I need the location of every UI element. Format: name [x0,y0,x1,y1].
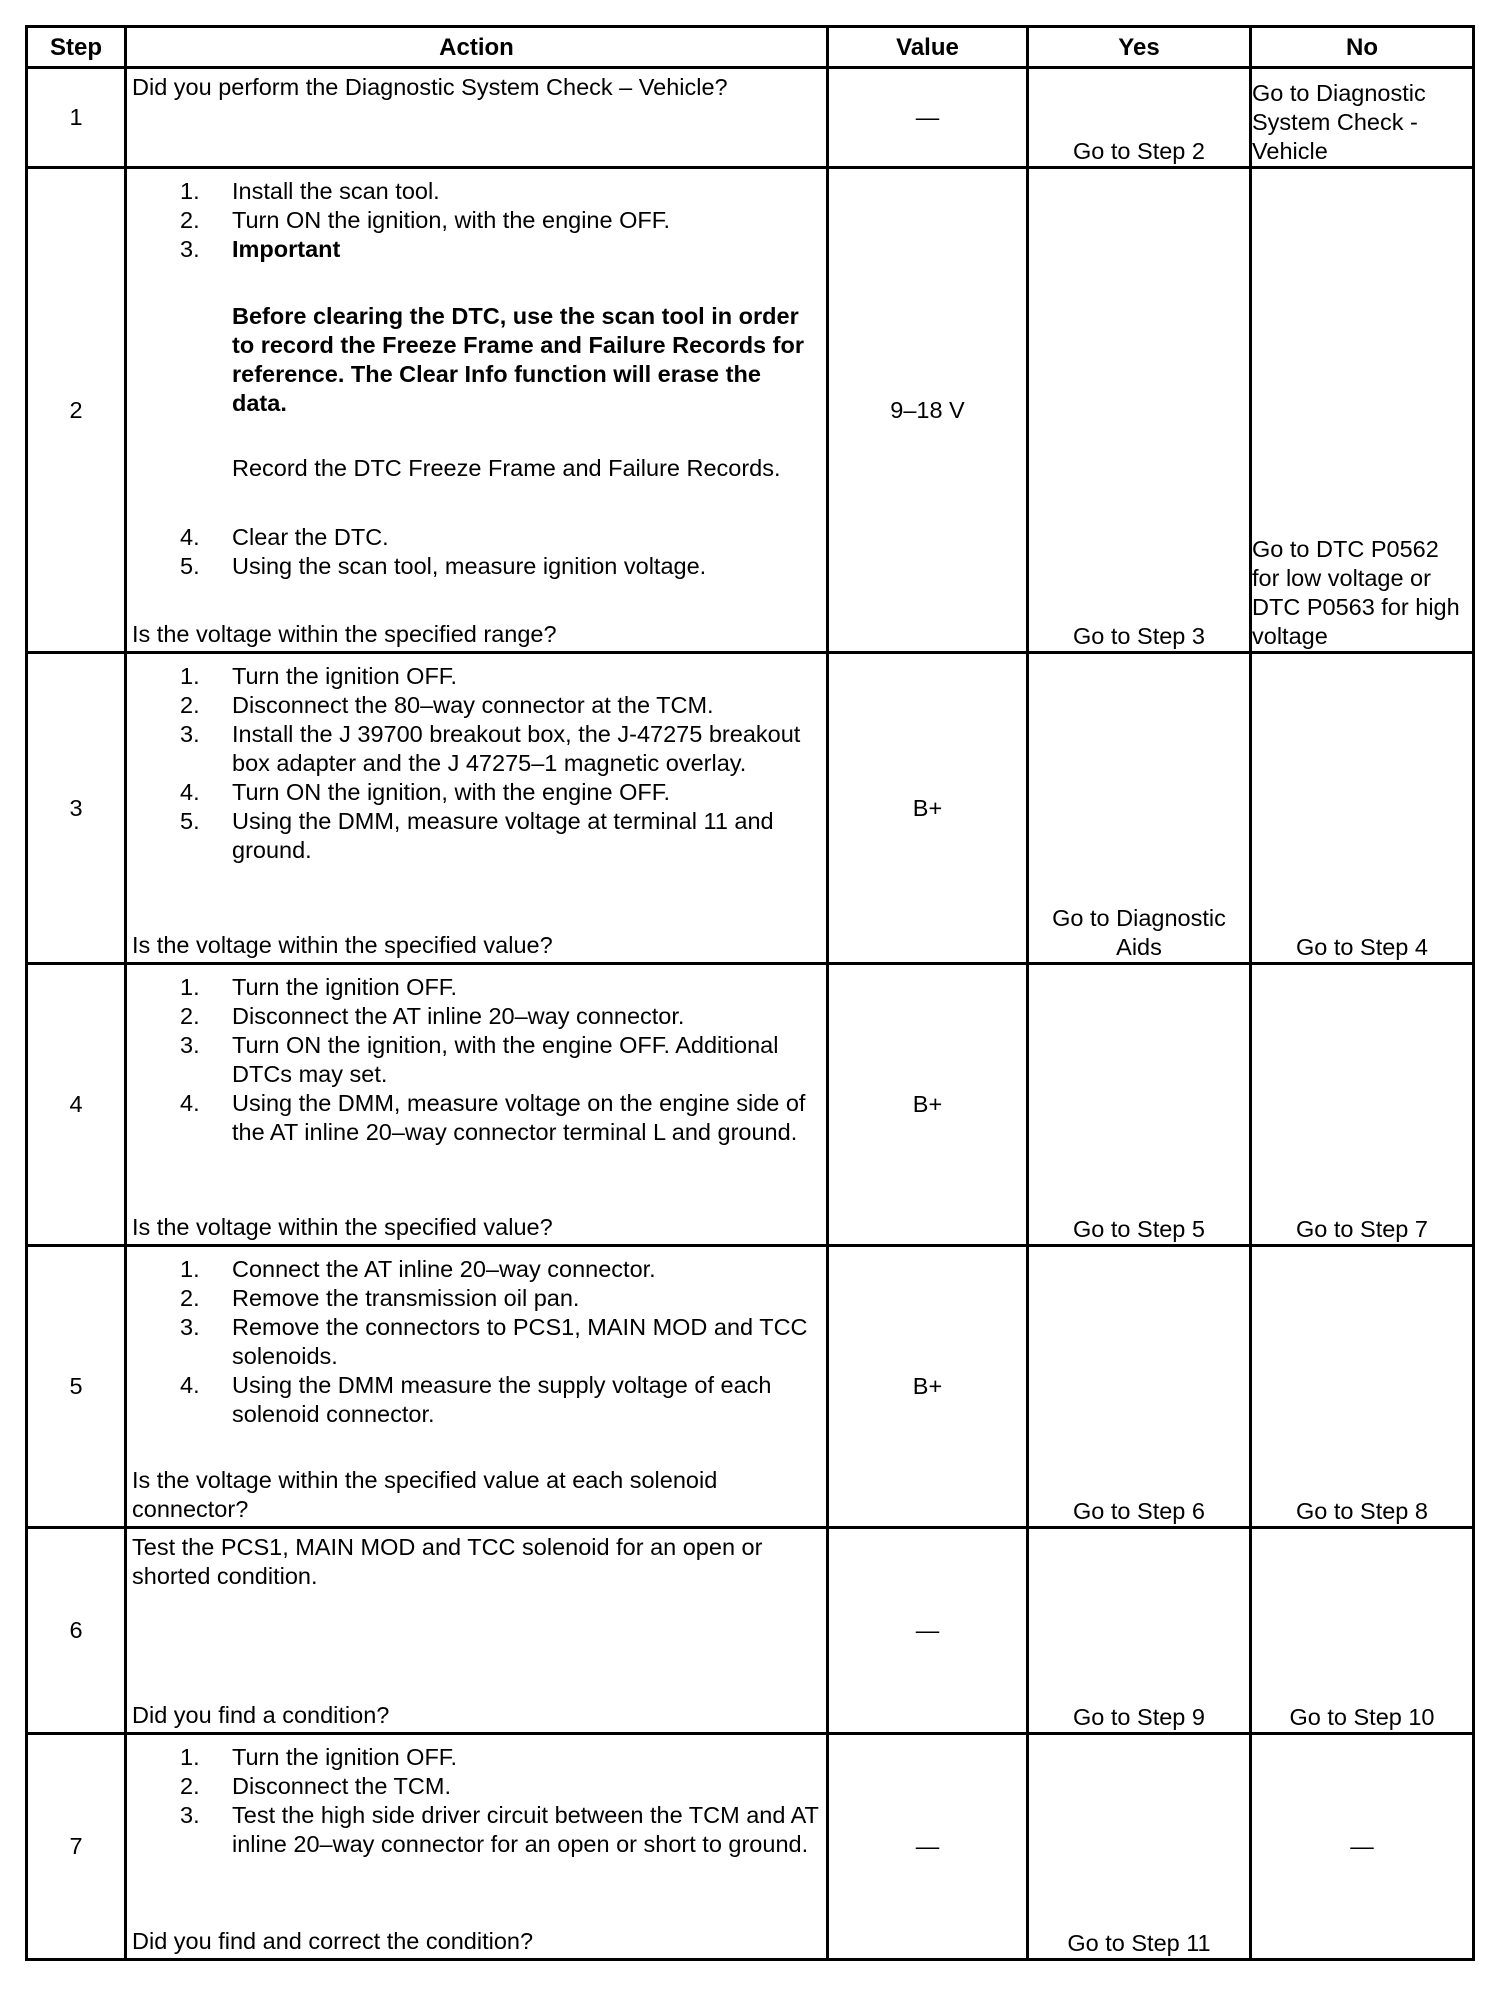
list-item: 2. Remove the transmission oil pan. [180,1285,580,1311]
header-row [27,27,1474,68]
yes-cell: Go to Step 5 [1028,964,1251,1246]
list-item: 4. Turn ON the ignition, with the engine OFF. [180,779,671,805]
table-row [27,1246,1474,1528]
list-item: 2. Disconnect the 80–way connector at the TCM. [180,692,714,718]
action-question: Is the voltage within the specified range? [132,621,557,647]
no-cell: Go to DTC P0562 for low voltage or DTC P0563 for high voltage [1251,168,1474,653]
action-cell [126,1734,828,1960]
table-row [27,653,1474,964]
yes-cell: Go to Diagnostic Aids [1028,653,1251,964]
value-cell: — [828,68,1028,168]
action-steps [132,662,822,865]
list-item: 3. Remove the connectors to PCS1, MAIN MOD and TCC solenoids. [180,1314,808,1369]
action-cell [126,168,828,653]
action-intro: Did you perform the Diagnostic System Check – Vehicle? [132,74,728,100]
step-number: 2 [27,168,126,653]
list-item: 3. Install the J 39700 breakout box, the J-47275 breakout box adapter and the J 47275–1 magnetic overlay. [180,721,801,776]
action-steps [132,973,822,1147]
value-cell: — [828,1734,1028,1960]
no-cell: Go to Diagnostic System Check - Vehicle [1251,68,1474,168]
action-steps [132,1255,822,1429]
table-row [27,168,1474,653]
step-number: 3 [27,653,126,964]
value-cell: B+ [828,964,1028,1246]
list-item: 2. Disconnect the AT inline 20–way connector. [180,1003,685,1029]
yes-cell: Go to Step 3 [1028,168,1251,653]
action-cell [126,653,828,964]
value-cell: — [828,1528,1028,1734]
list-item: 2. Turn ON the ignition, with the engine OFF. [180,207,671,233]
step-number: 7 [27,1734,126,1960]
yes-cell: Go to Step 6 [1028,1246,1251,1528]
no-cell: — [1251,1734,1474,1960]
yes-cell: Go to Step 11 [1028,1734,1251,1960]
step-number: 6 [27,1528,126,1734]
action-cell [126,68,828,168]
record-instruction: Record the DTC Freeze Frame and Failure Records. [232,455,781,481]
value-cell: B+ [828,653,1028,964]
list-item: 1. Turn the ignition OFF. [180,1744,458,1770]
action-cell [126,1246,828,1528]
value-cell: B+ [828,1246,1028,1528]
table-row [27,964,1474,1246]
list-item: 2. Disconnect the TCM. [180,1773,451,1799]
action-cell [126,964,828,1246]
no-cell: Go to Step 4 [1251,653,1474,964]
important-note: Before clearing the DTC, use the scan tool in order to record the Freeze Frame and Failure Records for reference. The Clear Info function will erase the data. [232,303,804,416]
list-item: 4. Clear the DTC. [180,524,389,550]
yes-cell: Go to Step 9 [1028,1528,1251,1734]
value-cell: 9–18 V [828,168,1028,653]
list-item: 4. Using the DMM measure the supply voltage of each solenoid connector. [180,1372,772,1427]
list-item: 5. Using the scan tool, measure ignition voltage. [180,553,707,579]
table-row [27,1528,1474,1734]
list-item: 1. Turn the ignition OFF. [180,663,458,689]
action-question: Did you find a condition? [132,1702,390,1728]
action-steps [132,177,822,581]
action-steps [132,1743,822,1859]
header-yes: Yes [1028,27,1251,68]
header-action: Action [126,27,828,68]
no-cell: Go to Step 8 [1251,1246,1474,1528]
list-item: 3. Important Before clearing the DTC, use the scan tool in order to record the Freeze Frame and Failure Records for reference. The Clear Info function will erase the data. Record the DTC Freeze Frame and Failure Records. [132,235,822,483]
step-number: 5 [27,1246,126,1528]
header-step: Step [27,27,126,68]
list-item: 1. Connect the AT inline 20–way connector. [180,1256,656,1282]
no-cell: Go to Step 10 [1251,1528,1474,1734]
action-intro: Test the PCS1, MAIN MOD and TCC solenoid for an open or shorted condition. [132,1534,763,1589]
no-cell: Go to Step 7 [1251,964,1474,1246]
important-label: Important [232,236,341,262]
list-item: 1. Install the scan tool. [180,178,440,204]
action-question: Did you find and correct the condition? [132,1928,534,1954]
table-row [27,1734,1474,1960]
yes-cell: Go to Step 2 [1028,68,1251,168]
action-question: Is the voltage within the specified value? [132,932,553,958]
step-number: 4 [27,964,126,1246]
step-number: 1 [27,68,126,168]
list-item: 1. Turn the ignition OFF. [180,974,458,1000]
list-item: 5. Using the DMM, measure voltage at terminal 11 and ground. [180,808,774,863]
action-question: Is the voltage within the specified value? [132,1214,553,1240]
header-value: Value [828,27,1028,68]
table-row [27,68,1474,168]
diagnostic-table [25,25,1475,1961]
header-no: No [1251,27,1474,68]
action-cell [126,1528,828,1734]
list-item: 4. Using the DMM, measure voltage on the engine side of the AT inline 20–way connector terminal L and ground. [180,1090,806,1145]
action-question: Is the voltage within the specified value at each solenoid connector? [132,1467,718,1522]
list-item: 3. Turn ON the ignition, with the engine OFF. Additional DTCs may set. [180,1032,779,1087]
list-item: 3. Test the high side driver circuit between the TCM and AT inline 20–way connector for an open or short to ground. [180,1802,819,1857]
